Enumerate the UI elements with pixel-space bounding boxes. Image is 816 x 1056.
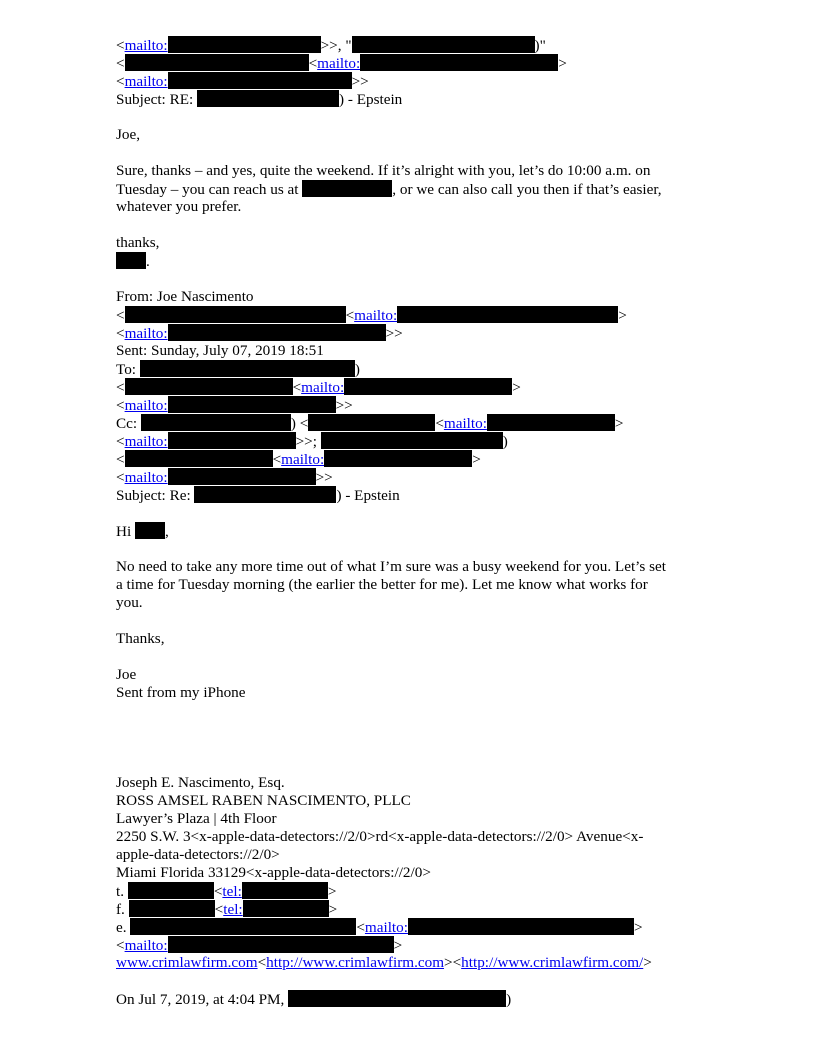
sig-address: apple-data-detectors://2/0>: [116, 846, 280, 863]
bracket: <: [292, 379, 302, 396]
sig-email: [116, 918, 756, 936]
bracket: <: [356, 919, 365, 936]
sig-building: Lawyer’s Plaza | 4th Floor: [116, 810, 277, 827]
mailto-link[interactable]: mailto:: [124, 37, 168, 54]
cc-label: Cc:: [116, 415, 141, 432]
redaction: [168, 936, 394, 953]
greeting-2: [116, 522, 756, 540]
redaction: [125, 450, 273, 467]
quote-text: On Jul 7, 2019, at 4:04 PM,: [116, 991, 289, 1008]
redaction: [344, 378, 512, 395]
to-label: To:: [116, 361, 140, 378]
redaction: [352, 36, 535, 53]
redaction: [397, 306, 618, 323]
mailto-link[interactable]: mailto:: [364, 919, 408, 936]
body-line: No need to take any more time out of what I’m sure was a busy weekend for you. Let’s set: [116, 558, 666, 575]
to-address-line: [116, 378, 756, 396]
from-address-line: [116, 324, 756, 342]
mailto-link[interactable]: mailto:: [124, 73, 168, 90]
subject-label: Subject: Re:: [116, 487, 195, 504]
email-document: [116, 36, 756, 1008]
to-line: [116, 360, 756, 378]
subject-line-2: [116, 486, 756, 504]
bracket: >>: [351, 73, 369, 90]
redaction: [168, 72, 352, 89]
greeting-text: Hi: [116, 523, 135, 540]
bracket: ><: [444, 954, 462, 971]
bracket: <: [116, 379, 125, 396]
bracket: >: [633, 919, 643, 936]
bracket: ): [354, 361, 360, 378]
bracket: <: [308, 55, 318, 72]
bracket: ): [502, 433, 508, 450]
tel-link[interactable]: tel:: [222, 883, 242, 900]
sender-name: Joe: [116, 666, 137, 683]
redaction: [125, 306, 346, 323]
bracket: >: [618, 307, 627, 324]
signoff: thanks,: [116, 234, 160, 251]
cc-line: [116, 414, 756, 432]
to-address-line: [116, 396, 756, 414]
bracket: <: [116, 307, 125, 324]
subject-tail: ) - Epstein: [336, 487, 400, 504]
sent-from: Sent from my iPhone: [116, 684, 246, 701]
redaction: [141, 414, 291, 431]
cc-address-line: [116, 450, 756, 468]
bracket: <: [272, 451, 282, 468]
redaction: [321, 432, 503, 449]
label: f.: [116, 901, 129, 918]
bracket: ): [506, 991, 512, 1008]
redaction: [288, 990, 506, 1007]
website-link[interactable]: http://www.crimlawfirm.com: [266, 954, 445, 971]
body-line: [116, 180, 756, 198]
bracket: <: [116, 937, 125, 954]
sent-line: Sent: Sunday, July 07, 2019 18:51: [116, 342, 324, 359]
bracket: <: [214, 901, 224, 918]
sig-address: 2250 S.W. 3<x-apple-data-detectors://2/0>rd<x-apple-data-detectors://2/0> Avenue<x-: [116, 828, 644, 845]
body-line: whatever you prefer.: [116, 198, 242, 215]
header-line-3: [116, 72, 756, 90]
redaction: [487, 414, 615, 431]
sig-name: Joseph E. Nascimento, Esq.: [116, 774, 285, 791]
bracket: <: [116, 325, 125, 342]
bracket: >>: [335, 397, 353, 414]
redaction: [168, 468, 316, 485]
bracket: >: [393, 937, 403, 954]
sig-email-2: [116, 936, 756, 954]
body-line: you.: [116, 594, 143, 611]
comma: ,: [164, 523, 169, 540]
website-link[interactable]: www.crimlawfirm.com: [116, 954, 258, 971]
redaction: [116, 252, 146, 269]
body-text: Tuesday – you can reach us at: [116, 181, 303, 198]
signature-redacted: [116, 252, 756, 270]
bracket: >>: [385, 325, 403, 342]
from-line: From: Joe Nascimento: [116, 288, 254, 305]
redaction: [125, 378, 293, 395]
subject-tail: ) - Epstein: [339, 91, 403, 108]
cc-address-line: [116, 432, 756, 450]
body-line: a time for Tuesday morning (the earlier the better for me). Let me know what works for: [116, 576, 648, 593]
bracket: >: [328, 901, 338, 918]
bracket: <: [435, 415, 444, 432]
bracket: >: [327, 883, 337, 900]
website-link[interactable]: http://www.crimlawfirm.com/: [461, 954, 644, 971]
redaction: [130, 918, 356, 935]
redaction: [408, 918, 634, 935]
bracket: <: [116, 55, 125, 72]
bracket: <: [116, 397, 125, 414]
header-line-2: [116, 54, 756, 72]
redaction: [168, 396, 336, 413]
thanks: Thanks,: [116, 630, 165, 647]
quote-header: [116, 990, 756, 1008]
redaction: [168, 324, 386, 341]
redaction: [125, 54, 309, 71]
body-line: Sure, thanks – and yes, quite the weekend. If it’s alright with you, let’s do 10:00 a.m. on: [116, 162, 651, 179]
sig-fax: [116, 900, 756, 918]
bracket: >: [512, 379, 521, 396]
header-line-1: [116, 36, 756, 54]
label: e.: [116, 919, 131, 936]
bracket: <: [116, 37, 125, 54]
subject-label: Subject: RE:: [116, 91, 197, 108]
sig-phone: [116, 882, 756, 900]
mailto-link[interactable]: mailto:: [124, 937, 168, 954]
redaction: [128, 882, 214, 899]
mailto-link[interactable]: mailto:: [301, 379, 345, 396]
redaction: [197, 90, 339, 107]
mailto-link[interactable]: mailto:: [354, 307, 398, 324]
redaction: [324, 450, 472, 467]
mailto-link[interactable]: mailto:: [124, 469, 168, 486]
bracket: >: [472, 451, 481, 468]
mailto-link[interactable]: mailto:: [317, 55, 361, 72]
redaction: [360, 54, 558, 71]
subject-line-1: [116, 90, 756, 108]
redaction: [243, 900, 329, 917]
redaction: [129, 900, 215, 917]
tel-link[interactable]: tel:: [223, 901, 243, 918]
bracket: <: [116, 469, 125, 486]
bracket: ) <: [290, 415, 309, 432]
bracket: >: [614, 415, 624, 432]
redaction: [302, 180, 392, 197]
redaction: [135, 522, 165, 539]
mailto-link[interactable]: mailto:: [124, 397, 168, 414]
mailto-link[interactable]: mailto:: [443, 415, 487, 432]
bracket: <: [257, 954, 267, 971]
redaction: [308, 414, 435, 431]
greeting-1: Joe,: [116, 126, 141, 143]
body-text: , or we can also call you then if that’s easier,: [392, 181, 662, 198]
mailto-link[interactable]: mailto:: [124, 325, 168, 342]
bracket: <: [213, 883, 223, 900]
mailto-link[interactable]: mailto:: [124, 433, 168, 450]
sig-firm: ROSS AMSEL RABEN NASCIMENTO, PLLC: [116, 792, 411, 809]
redaction: [168, 36, 321, 53]
bracket: <: [345, 307, 355, 324]
cc-address-line: [116, 468, 756, 486]
redaction: [168, 432, 296, 449]
bracket: >>;: [295, 433, 321, 450]
redaction: [140, 360, 355, 377]
bracket: >: [558, 55, 567, 72]
bracket: <: [116, 451, 125, 468]
bracket: >>: [315, 469, 333, 486]
sig-city: Miami Florida 33129<x-apple-data-detectors://2/0>: [116, 864, 431, 881]
sig-web: [116, 954, 756, 972]
redaction: [242, 882, 328, 899]
period: .: [146, 253, 150, 270]
from-address-line: [116, 306, 756, 324]
bracket: >: [643, 954, 652, 971]
bracket: <: [116, 73, 125, 90]
mailto-link[interactable]: mailto:: [281, 451, 325, 468]
bracket: <: [116, 433, 125, 450]
bracket: >>, ": [320, 37, 352, 54]
bracket: )": [534, 37, 546, 54]
label: t.: [116, 883, 128, 900]
redaction: [194, 486, 336, 503]
